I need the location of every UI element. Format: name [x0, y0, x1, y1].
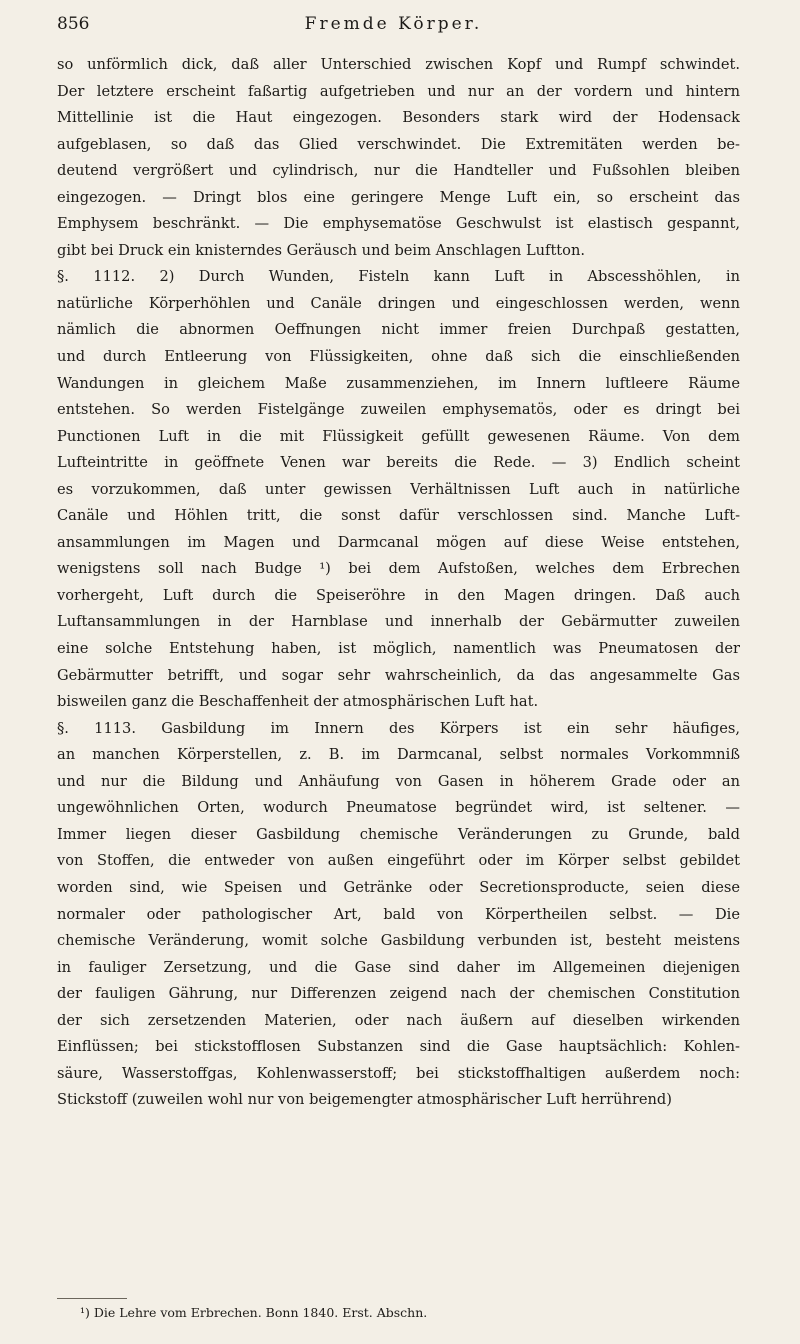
text-line: aufgeblasen, so daß das Glied verschwindet. Die Extremitäten werden be- [57, 135, 740, 153]
text-line: Stickstoff (zuweilen wohl nur von beigemengter atmosphärischer Luft herrührend) [57, 1091, 672, 1109]
text-line: §. 1112. 2) Durch Wunden, Fisteln kann Luft in Abscesshöhlen, in [57, 268, 740, 286]
text-line: Canäle und Höhlen tritt, die sonst dafür verschlossen sind. Manche Luft- [57, 507, 740, 525]
text-line: in fauliger Zersetzung, und die Gase sind daher im Allgemeinen diejenigen [57, 958, 740, 976]
text-line: eingezogen. — Dringt blos eine geringere Menge Luft ein, so erscheint das [57, 188, 740, 206]
text-line: wenigstens soll nach Budge ¹) bei dem Aufstoßen, welches dem Erbrechen [57, 560, 740, 578]
text-line: normaler oder pathologischer Art, bald von Körpertheilen selbst. — Die [57, 905, 740, 923]
text-line: ungewöhnlichen Orten, wodurch Pneumatose begründet wird, ist seltener. — [57, 799, 740, 817]
body-text [57, 52, 740, 1114]
text-line: eine solche Entstehung haben, ist möglich, namentlich was Pneumatosen der [57, 640, 740, 658]
text-line: Immer liegen dieser Gasbildung chemische Veränderungen zu Grunde, bald [57, 825, 740, 843]
text-line: Mittellinie ist die Haut eingezogen. Besonders stark wird der Hodensack [57, 109, 740, 127]
text-line: der sich zersetzenden Materien, oder nach äußern auf dieselben wirkenden [57, 1011, 740, 1029]
text-line: Einflüssen; bei stickstofflosen Substanzen sind die Gase hauptsächlich: Kohlen- [57, 1038, 740, 1056]
text-line: und durch Entleerung von Flüssigkeiten, ohne daß sich die einschließenden [57, 348, 740, 366]
text-line: Emphysem beschränkt. — Die emphysematöse Geschwulst ist elastisch gespannt, [57, 215, 740, 233]
text-line: nämlich die abnormen Oeffnungen nicht immer freien Durchpaß gestatten, [57, 321, 740, 339]
text-line: Luftansammlungen in der Harnblase und innerhalb der Gebärmutter zuweilen [57, 613, 740, 631]
text-line: gibt bei Druck ein knisterndes Geräusch und beim Anschlagen Luftton. [57, 241, 585, 259]
text-line: Wandungen in gleichem Maße zusammenziehen, im Innern luftleere Räume [57, 374, 740, 392]
text-line: an manchen Körperstellen, z. B. im Darmcanal, selbst normales Vorkommniß [57, 746, 740, 764]
text-line: vorhergeht, Luft durch die Speiseröhre in den Magen dringen. Daß auch [57, 586, 740, 604]
running-title: Fremde Körper. [304, 14, 483, 34]
text-line: natürliche Körperhöhlen und Canäle dringen und eingeschlossen werden, wenn [57, 294, 740, 312]
footnote: ¹) Die Lehre vom Erbrechen. Bonn 1840. Erst. Abschn. [80, 1305, 428, 1320]
text-line: säure, Wasserstoffgas, Kohlenwasserstoff; bei stickstoffhaltigen außerdem noch: [57, 1064, 740, 1082]
text-line: Lufteintritte in geöffnete Venen war bereits die Rede. — 3) Endlich scheint [57, 454, 740, 472]
page-number: 856 [57, 14, 90, 34]
text-line: von Stoffen, die entweder von außen eingeführt oder im Körper selbst gebildet [57, 852, 740, 870]
text-line: deutend vergrößert und cylindrisch, nur die Handteller und Fußsohlen bleiben [57, 162, 740, 180]
text-line: chemische Veränderung, womit solche Gasbildung verbunden ist, besteht meistens [57, 932, 740, 950]
text-line: entstehen. So werden Fistelgänge zuweilen emphysematös, oder es dringt bei [57, 401, 740, 419]
text-line: ansammlungen im Magen und Darmcanal mögen auf diese Weise entstehen, [57, 533, 740, 551]
text-line: bisweilen ganz die Beschaffenheit der atmosphärischen Luft hat. [57, 693, 539, 711]
footnote-divider [57, 1298, 127, 1299]
text-line: so unförmlich dick, daß aller Unterschied zwischen Kopf und Rumpf schwindet. [57, 56, 740, 73]
text-line: Gebärmutter betrifft, und sogar sehr wahrscheinlich, da das angesammelte Gas [57, 666, 740, 684]
text-line: Punctionen Luft in die mit Flüssigkeit gefüllt gewesenen Räume. Von dem [57, 427, 740, 445]
text-line: der fauligen Gährung, nur Differenzen zeigend nach der chemischen Constitution [57, 985, 740, 1003]
text-line: Der letztere erscheint faßartig aufgetrieben und nur an der vordern und hintern [57, 82, 740, 100]
text-line: es vorzukommen, daß unter gewissen Verhältnissen Luft auch in natürliche [57, 480, 740, 498]
text-line: und nur die Bildung und Anhäufung von Gasen in höherem Grade oder an [57, 772, 740, 790]
text-line: §. 1113. Gasbildung im Innern des Körpers ist ein sehr häufiges, [57, 719, 740, 737]
text-line: worden sind, wie Speisen und Getränke oder Secretionsproducte, seien diese [57, 878, 740, 896]
page-header [57, 14, 730, 38]
